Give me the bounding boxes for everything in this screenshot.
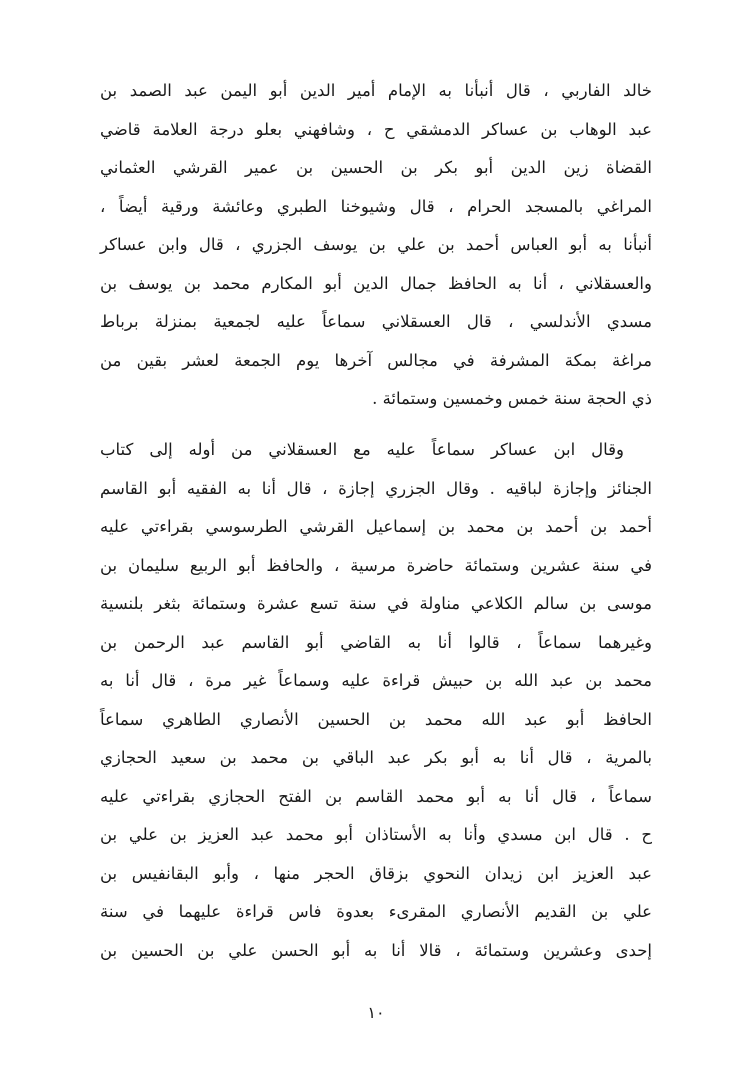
text-line: ح . قال ابن مسدي وأنا به الأستاذان أبو محمد عبد العزيز بن علي بن [100,825,652,844]
text-line: أحمد بن أحمد بن محمد بن إسماعيل القرشي الطرسوسي بقراءتي عليه [100,517,652,536]
text-line: إحدى وعشرين وستمائة ، قالا أنا به أبو الحسن علي بن الحسين بن [100,940,652,960]
text-line: محمد بن عبد الله بن حبيش قراءة عليه وسماعاً غير مرة ، قال أنا به [100,671,652,690]
paragraph-1 [100,72,652,419]
text-line: بالمرية ، قال أنا به أبو بكر عبد الباقي بن محمد بن سعيد الحجازي [100,748,652,767]
text-line: المراغي بالمسجد الحرام ، قال وشيوخنا الطبري وعائشة ورقية أيضاً ، [100,196,652,216]
text-line: الجنائز وإجازة لباقيه . وقال الجزري إجازة ، قال أنا به الفقيه أبو القاسم [100,478,652,498]
text-line: والعسقلاني ، أنا به الحافظ جمال الدين أبو المكارم محمد بن يوسف بن [100,273,652,293]
text-line-last: ذي الحجة سنة خمس وخمسين وستمائة . [372,389,652,408]
paragraph-2 [100,431,652,970]
text-line: علي بن القديم الأنصاري المقرىء بعدوة فاس قراءة عليهما في سنة [100,902,652,921]
text-line: في سنة عشرين وستمائة حاضرة مرسية ، والحافظ أبو الربيع سليمان بن [100,555,652,575]
text-line: مراغة بمكة المشرفة في مجالس آخرها يوم الجمعة لعشر بقين من [100,350,652,370]
text-line-first: وقال ابن عساكر سماعاً عليه مع العسقلاني من أوله إلى كتاب [100,440,624,459]
text-line: القضاة زين الدين أبو بكر بن الحسين بن عمير القرشي العثماني [100,158,652,177]
text-line: عبد العزيز ابن زيدان النحوي بزقاق الحجر منها ، وأبو البقانفيس بن [100,863,652,883]
text-line: سماعاً ، قال أنا به أبو محمد القاسم بن الفتح الحجازي بقراءتي عليه [100,786,652,806]
text-line: موسى بن سالم الكلاعي مناولة في سنة تسع عشرة وستمائة بثغر بلنسية [100,594,652,613]
text-line: أنبأنا به أبو العباس أحمد بن علي بن يوسف الجزري ، قال وابن عساكر [100,235,652,254]
text-line: مسدي الأندلسي ، قال العسقلاني سماعاً عليه لجمعية بمنزلة برباط [100,312,652,331]
text-line: الحافظ أبو عبد الله محمد بن الحسين الأنصاري الطاهري سماعاً [100,709,652,729]
page-number: ١٠ [367,1003,385,1022]
text-line: عبد الوهاب بن عساكر الدمشقي ح ، وشافهني بعلو درجة العلامة قاضي [100,119,652,139]
text-line: خالد الفاربي ، قال أنبأنا به الإمام أمير الدين أبو اليمن عبد الصمد بن [100,81,652,100]
text-line: وغيرهما سماعاً ، قالوا أنا به القاضي أبو القاسم عبد الرحمن بن [100,632,652,652]
